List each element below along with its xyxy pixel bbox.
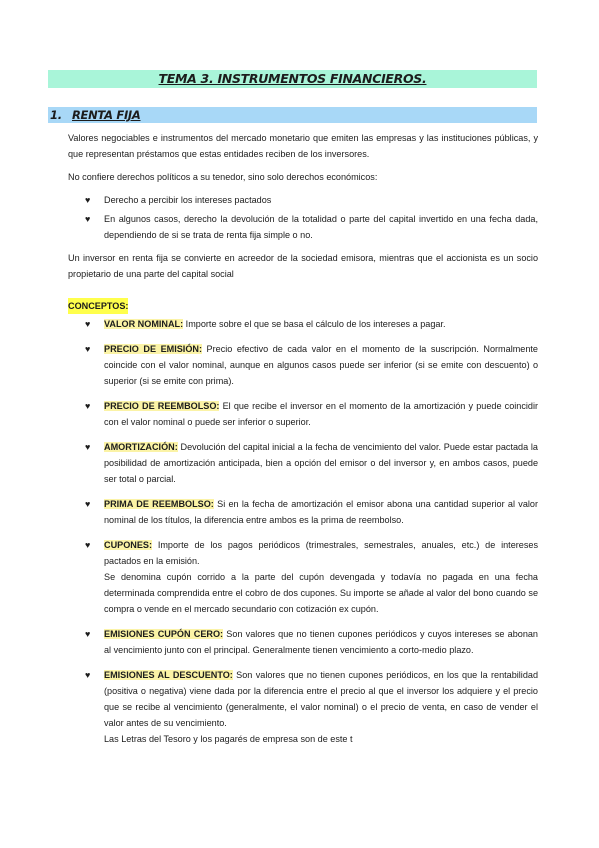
list-item (68, 211, 538, 243)
intro-paragraph: Valores negociables e instrumentos del mercado monetario que emiten las empresas y las instituciones públicas, y que representan préstamos que estas entidades reciben de los inversores. (68, 133, 538, 159)
concept-definition: Importe de los pagos periódicos (trimestrales, semestrales, anuales, etc.) de intereses pactados en la emisión. (104, 540, 538, 566)
page-title: TEMA 3. INSTRUMENTOS FINANCIEROS. (48, 70, 537, 88)
document-body (68, 130, 538, 756)
heart-bullet-icon: ♥ (85, 670, 91, 680)
section-number: 1. (50, 108, 62, 122)
intro-paragraph: No confiere derechos políticos a su tenedor, sino solo derechos económicos: (68, 172, 378, 182)
concept-term: EMISIONES CUPÓN CERO: (104, 629, 224, 639)
concept-term: PRECIO DE EMISIÓN: (104, 344, 202, 354)
list-item-text: Derecho a percibir los intereses pactados (104, 195, 272, 205)
heart-bullet-icon: ♥ (85, 442, 91, 452)
concept-item (68, 398, 538, 430)
concept-item (68, 626, 538, 658)
rights-list (68, 192, 538, 243)
heart-bullet-icon: ♥ (85, 214, 91, 224)
concept-item (68, 496, 538, 528)
concept-item (68, 667, 538, 747)
concept-extra-text: Las Letras del Tesoro y los pagarés de empresa son de este t (104, 734, 353, 744)
list-item-text: En algunos casos, derecho la devolución de la totalidad o parte del capital invertido en una fecha dada, dependiendo de si se trata de renta fija simple o no. (104, 214, 538, 240)
concept-term: AMORTIZACIÓN: (104, 442, 178, 452)
concepts-label: CONCEPTOS: (68, 298, 128, 314)
concepts-list (68, 316, 538, 747)
concept-definition: Precio efectivo de cada valor en el momento de la suscripción. Normalmente coincide con el valor nominal, aunque en algunos casos puede ser inferior (si se emite con descuento) o superior (si se emite con prima). (104, 344, 538, 386)
intro-paragraph: Un inversor en renta fija se convierte en acreedor de la sociedad emisora, mientras que el accionista es un socio propietario de una parte del capital social (68, 253, 538, 279)
concept-term: CUPONES: (104, 540, 152, 550)
heart-bullet-icon: ♥ (85, 499, 91, 509)
heart-bullet-icon: ♥ (85, 195, 91, 205)
concept-item (68, 537, 538, 617)
list-item (68, 192, 538, 208)
concept-definition: Importe sobre el que se basa el cálculo de los intereses a pagar. (183, 319, 446, 329)
concept-extra-text: Se denomina cupón corrido a la parte del cupón devengada y todavía no pagada en una fecha determinada comprendida entre el cobro de dos cupones. Su importe se añade al valor del bono cuando se compra o vende en el mercado secundario con cotización ex cupón. (104, 572, 538, 614)
heart-bullet-icon: ♥ (85, 401, 91, 411)
concept-item (68, 341, 538, 389)
concept-item (68, 439, 538, 487)
concept-definition: El que recibe el inversor en el momento de la amortización y puede coincidir con el valor nominal o puede ser inferior o superior. (104, 401, 539, 427)
heart-bullet-icon: ♥ (85, 629, 91, 639)
section-heading-text: RENTA FIJA (72, 108, 141, 122)
concept-term: EMISIONES AL DESCUENTO: (104, 670, 233, 680)
concept-term: PRECIO DE REEMBOLSO: (104, 401, 220, 411)
concept-item (68, 316, 538, 332)
concept-definition: Si en la fecha de amortización el emisor abona una cantidad superior al valor nominal de los títulos, la diferencia entre ambos es la prima de reembolso. (104, 499, 538, 525)
concept-definition: Son valores que no tienen cupones periódicos y cuyos intereses se abonan al vencimiento junto con el principal. Generalmente tienen vencimiento a corto-medio plazo. (104, 629, 538, 655)
concept-term: VALOR NOMINAL: (104, 319, 184, 329)
heart-bullet-icon: ♥ (85, 319, 91, 329)
concept-term: PRIMA DE REEMBOLSO: (104, 499, 214, 509)
concept-definition: Devolución del capital inicial a la fecha de vencimiento del valor. Puede estar pactada la posibilidad de amortización anticipada, bien a opción del emisor o del inversor y, en ambos casos, puede ser total o parcial. (104, 442, 538, 484)
section-heading (48, 107, 537, 123)
concept-definition: Son valores que no tienen cupones periódicos, en los que la rentabilidad (positiva o negativa) viene dada por la diferencia entre el precio al que el inversor los adquiere y el precio que se recibe al vencimiento (generalmente, el valor nominal) o el precio de venta, en caso de vender el valor antes de su vencimiento. (104, 670, 538, 728)
heart-bullet-icon: ♥ (85, 540, 91, 550)
heart-bullet-icon: ♥ (85, 344, 91, 354)
